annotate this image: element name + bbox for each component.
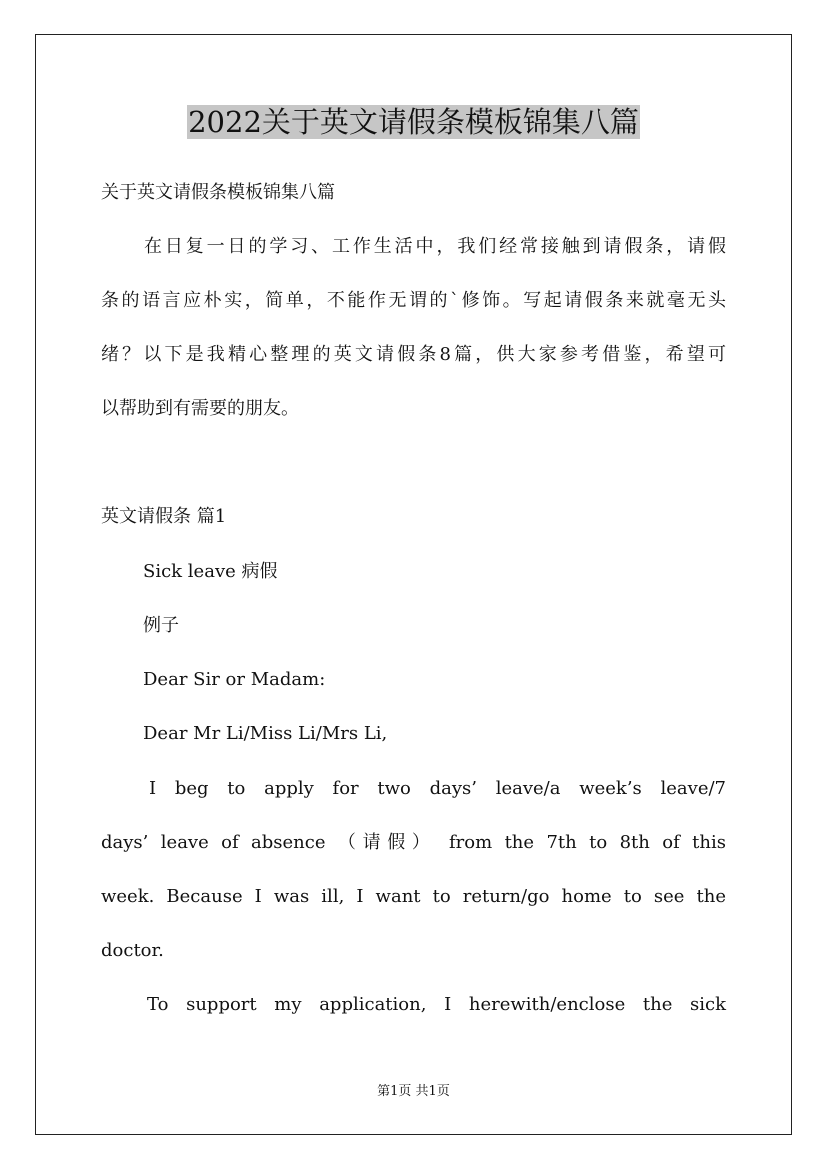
document-subtitle: 关于英文请假条模板锦集八篇: [101, 182, 335, 203]
salutation-1: Dear Sir or Madam:: [143, 669, 326, 690]
section-heading: 英文请假条 篇1: [101, 506, 227, 527]
document-title: [0, 100, 827, 144]
intro-line-1: 在日复一日的学习、工作生活中，我们经常接触到请假条，请假: [144, 236, 726, 257]
body-line-3: week. Because I was ill, I want to return/go home to see the: [101, 886, 726, 907]
salutation-2: Dear Mr Li/Miss Li/Mrs Li,: [143, 723, 388, 744]
body-line-4: doctor.: [101, 940, 164, 961]
document-title-text: 2022关于英文请假条模板锦集八篇: [188, 105, 639, 139]
intro-line-3: 绪？以下是我精心整理的英文请假条8篇，供大家参考借鉴，希望可: [101, 344, 726, 365]
intro-line-2: 条的语言应朴实，简单，不能作无谓的`修饰。写起请假条来就毫无头: [101, 290, 726, 311]
intro-line-4: 以帮助到有需要的朋友。: [101, 398, 299, 419]
example-label: 例子: [143, 615, 179, 636]
body-line-2: days’ leave of absence （请假） from the 7th to 8th of this: [101, 832, 726, 853]
page-footer: 第1页 共1页: [377, 1084, 450, 1099]
body-line-5: To support my application, I herewith/enclose the sick: [147, 994, 726, 1015]
body-line-1: I beg to apply for two days’ leave/a week’s leave/7: [149, 778, 726, 799]
sick-leave-line: Sick leave 病假: [143, 561, 278, 582]
